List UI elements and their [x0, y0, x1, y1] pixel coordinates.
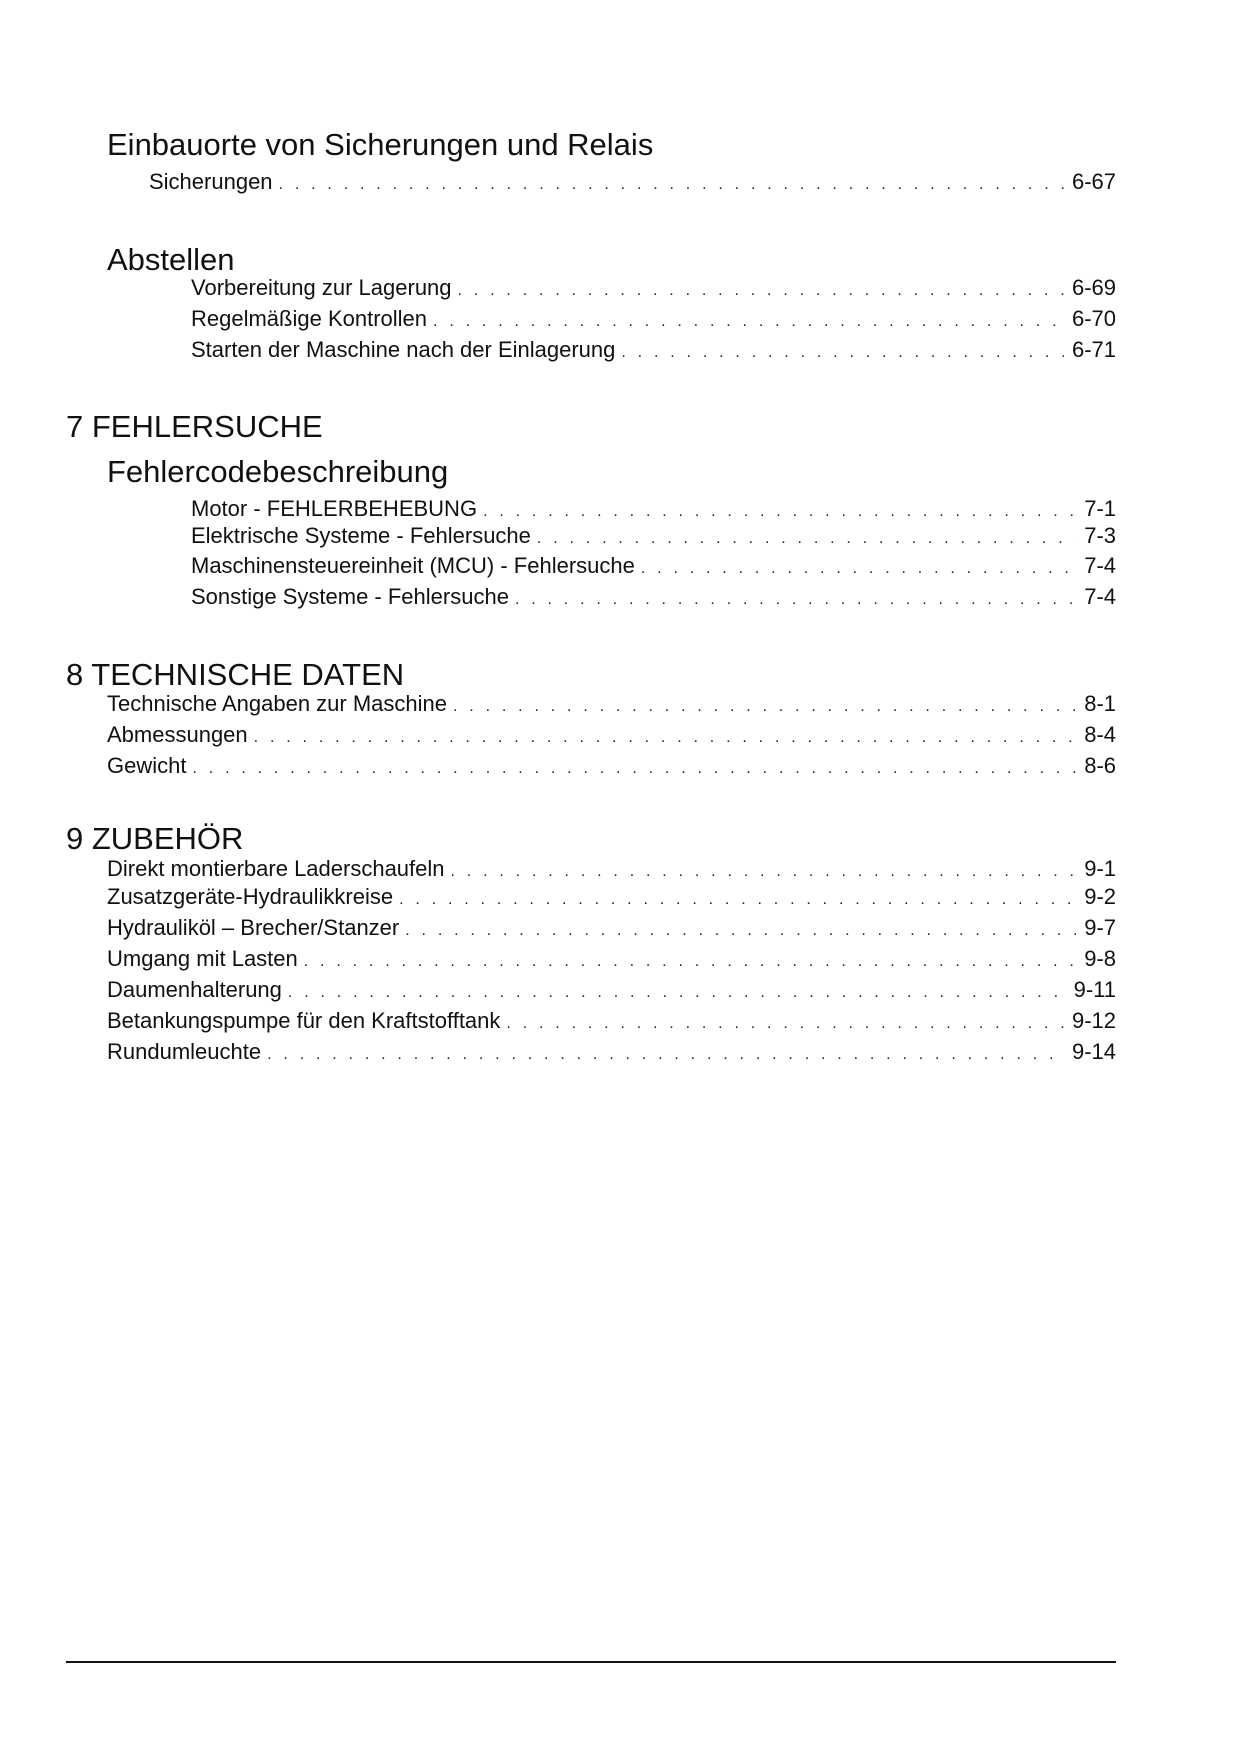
- toc-entry-page: 7-3: [1084, 523, 1116, 548]
- toc-entry-page: 9-8: [1084, 946, 1116, 971]
- dot-leader: [641, 555, 1076, 583]
- toc-entry-starten[interactable]: [191, 336, 1116, 364]
- toc-entry-page: 8-6: [1084, 753, 1116, 778]
- toc-entry-title: Direkt montierbare Laderschaufeln: [107, 856, 445, 881]
- toc-entry-page: 6-70: [1071, 306, 1116, 331]
- toc-entry-page: 8-4: [1084, 722, 1116, 747]
- toc-entry-mcu[interactable]: [191, 552, 1116, 580]
- dot-leader: [453, 693, 1076, 721]
- section-heading-fehlercode: Fehlercodebeschreibung: [107, 454, 449, 489]
- toc-entry-daumenhalterung[interactable]: [107, 976, 1116, 1004]
- toc-entry-title: Zusatzgeräte-Hydraulikkreise: [107, 884, 394, 909]
- toc-entry-sonstige-systeme[interactable]: [191, 583, 1116, 611]
- toc-entry-page: 9-11: [1073, 977, 1116, 1002]
- toc-entry-title: Rundumleuchte: [107, 1039, 262, 1064]
- toc-entry-elektrische-systeme[interactable]: [191, 522, 1116, 550]
- toc-entry-page: 7-4: [1084, 553, 1116, 578]
- toc-entry-title: Umgang mit Lasten: [107, 946, 298, 971]
- toc-entry-title: Gewicht: [107, 753, 187, 778]
- dot-leader: [254, 724, 1077, 752]
- toc-entry-page: 6-67: [1071, 169, 1116, 194]
- toc-entry-rundumleuchte[interactable]: [107, 1038, 1116, 1066]
- toc-entry-page: 9-1: [1084, 856, 1116, 881]
- toc-entry-title: Daumenhalterung: [107, 977, 282, 1002]
- section-heading-abstellen: Abstellen: [107, 242, 235, 277]
- chapter-heading-9: 9 ZUBEHÖR: [66, 821, 244, 856]
- dot-leader: [192, 755, 1076, 783]
- toc-entry-title: Motor - FEHLERBEHEBUNG: [191, 496, 478, 521]
- chapter-heading-8: 8 TECHNISCHE DATEN: [66, 657, 405, 692]
- toc-entry-title: Technische Angaben zur Maschine: [107, 691, 447, 716]
- dot-leader: [537, 525, 1076, 553]
- dot-leader: [279, 171, 1064, 199]
- toc-entry-gewicht[interactable]: [107, 752, 1116, 780]
- dot-leader: [451, 858, 1077, 886]
- toc-entry-hydraulikkreise[interactable]: [107, 883, 1116, 911]
- toc-entry-betankungspumpe[interactable]: [107, 1007, 1116, 1035]
- toc-entry-page: 8-1: [1084, 691, 1116, 716]
- toc-entry-page: 9-12: [1071, 1008, 1116, 1033]
- chapter-heading-7: 7 FEHLERSUCHE: [66, 409, 323, 444]
- toc-entry-title: Vorbereitung zur Lagerung: [191, 275, 452, 300]
- toc-entry-vorbereitung[interactable]: [191, 274, 1116, 302]
- toc-entry-title: Starten der Maschine nach der Einlagerung: [191, 337, 616, 362]
- section-heading-einbauorte: Einbauorte von Sicherungen und Relais: [107, 127, 654, 162]
- dot-leader: [399, 886, 1076, 914]
- toc-entry-page: 9-2: [1084, 884, 1116, 909]
- toc-entry-hydraulikoel[interactable]: [107, 914, 1116, 942]
- dot-leader: [288, 979, 1066, 1007]
- toc-entry-title: Sicherungen: [149, 169, 273, 194]
- toc-entry-title: Elektrische Systeme - Fehlersuche: [191, 523, 531, 548]
- toc-entry-kontrollen[interactable]: [191, 305, 1116, 333]
- toc-entry-title: Sonstige Systeme - Fehlersuche: [191, 584, 509, 609]
- dot-leader: [433, 308, 1064, 336]
- toc-entry-page: 9-14: [1071, 1039, 1116, 1064]
- dot-leader: [458, 277, 1064, 305]
- toc-entry-page: 7-1: [1084, 496, 1116, 521]
- toc-entry-page: 6-69: [1071, 275, 1116, 300]
- toc-entry-title: Betankungspumpe für den Kraftstofftank: [107, 1008, 501, 1033]
- toc-entry-abmessungen[interactable]: [107, 721, 1116, 749]
- toc-entry-page: 9-7: [1084, 915, 1116, 940]
- toc-entry-page: 6-71: [1071, 337, 1116, 362]
- dot-leader: [267, 1041, 1064, 1069]
- toc-entry-title: Maschinensteuereinheit (MCU) - Fehlersuche: [191, 553, 635, 578]
- toc-entry-sicherungen[interactable]: [149, 168, 1116, 196]
- dot-leader: [621, 339, 1064, 367]
- toc-entry-lasten[interactable]: [107, 945, 1116, 973]
- dot-leader: [304, 948, 1076, 976]
- toc-entry-title: Hydrauliköl – Brecher/Stanzer: [107, 915, 400, 940]
- toc-entry-motor[interactable]: [191, 495, 1116, 523]
- toc-entry-title: Regelmäßige Kontrollen: [191, 306, 428, 331]
- dot-leader: [506, 1010, 1064, 1038]
- toc-entry-title: Abmessungen: [107, 722, 248, 747]
- dot-leader: [515, 586, 1076, 614]
- toc-entry-page: 7-4: [1084, 584, 1116, 609]
- dot-leader: [405, 917, 1076, 945]
- footer-rule: [66, 1661, 1116, 1663]
- toc-entry-technische-angaben[interactable]: [107, 690, 1116, 718]
- toc-entry-laderschaufeln[interactable]: [107, 855, 1116, 883]
